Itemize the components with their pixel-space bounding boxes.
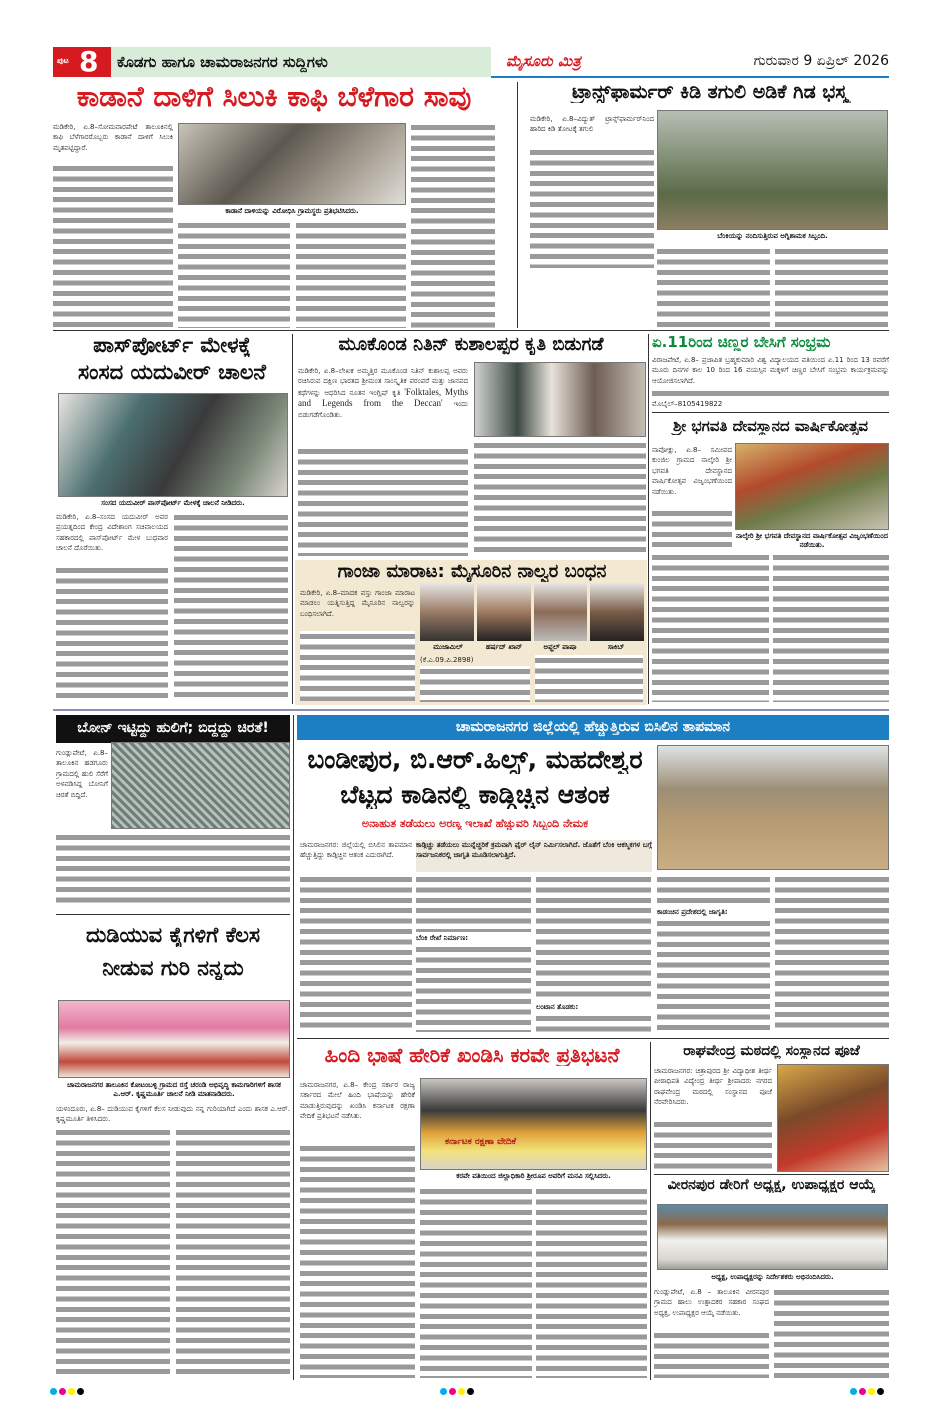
story-forest-body [300,874,412,1032]
photo-temple [735,443,889,530]
story-leopard-lead: ಗುಂಡ್ಲುಪೇಟೆ, ಏ.8– ತಾಲೂಕಿನ ಹಡಗೂರು ಗ್ರಾಮದಲ್ಲಿ ಹುಲಿ ಸೆರೆಗೆ ಅಳವಡಿಸಿದ್ದ ಬೋನಿಗೆ ಚಿರತೆ ಬಿದ್ದಿದೆ. [56,749,108,799]
caption-hindi: ಕರವೇ ವತಿಯಿಂದ ಜಿಲ್ಲಾಧಿಕಾರಿ ಶ್ರೀರೂಪ ಅವರಿಗೆ ಮನವಿ ಸಲ್ಲಿಸಿದರು. [456,1172,611,1180]
story-forest-body-7 [657,918,770,1032]
story-forest-body-6 [657,874,770,906]
headline-jobs-2: ನೀಡುವ ಗುರಿ ನನ್ನದು [102,957,244,980]
photo-elephant-protest [178,123,406,205]
story-ganja-body-3 [535,655,643,702]
headline-summer-camp: ಏ.11ರಿಂದ ಚಿಣ್ಣರ ಬೇಸಿಗೆ ಸಂಭ್ರಮ [652,334,831,351]
photo-passport [58,393,288,497]
story-ganja-lead: ಮಡಿಕೇರಿ, ಏ.8–ಮಾದಕ ವಸ್ತು ಗಾಂಜಾ ಮಾರಾಟ ಮಾಡಲು ಯತ್ನಿಸುತ್ತಿದ್ದ ಮೈಸೂರಿನ ನಾಲ್ವರನ್ನು ಬಂಧಿಸಲಾಗಿದೆ. [300,589,415,618]
caption-veeranapura: ಅಧ್ಯಕ್ಷ, ಉಪಾಧ್ಯಕ್ಷರನ್ನು ನಿರ್ದೇಶಕರು ಅಭಿನಂದಿಸಿದರು. [711,1273,834,1281]
divider [652,412,889,413]
accused-names [420,643,644,652]
story-passport-body-2 [174,512,288,702]
headline-temple: ಶ್ರೀ ಭಗವತಿ ದೇವಸ್ಥಾನದ ವಾರ್ಷಿಕೋತ್ಸವ [672,418,868,435]
headline-passport-2: ಸಂಸದ ಯದುವೀರ್ ಚಾಲನೆ [78,361,266,384]
photo-leopard-cage [111,742,290,829]
page-number-box [53,47,111,77]
row-divider [297,1038,889,1039]
story-elephant-body-2 [178,220,290,328]
row-divider-double [53,709,889,711]
column-divider [650,1042,651,1380]
story-hindi-body-3 [536,1186,647,1378]
accused-name: ಸಾಕಿಬ್ [607,643,625,651]
story-book-body-2 [474,440,646,556]
story-ganja-ref: (ಕೆ.ಎ.09.ಪಿ.2898) [420,656,474,664]
book-title: 'Folktales, Myths and Legends from the Deccan' [298,386,468,409]
headline-transformer: ಟ್ರಾನ್ಸ್‌ಫಾರ್ಮರ್ ಕಿಡಿ ತಗುಲಿ ಅಡಿಕೆ ಗಿಡ ಭಸ್ಮ [572,82,848,103]
caption-jobs: ಚಾಮರಾಜನಗರ ತಾಲೂಕಿನ ಕೋಟಂಬಳ್ಳಿ ಗ್ರಾಮದ ರಸ್ತೆ ಚರಂಡಿ ಅಭಿವೃದ್ಧಿ ಕಾಮಗಾರಿಗಳಿಗೆ ಶಾಸಕ ಎ.ಆರ್. ಕೃಷ್ಣಮೂರ್ತಿ ಚಾಲನೆ ನೀಡಿ ಮಾತನಾಡಿದರು. [67,1081,281,1098]
story-raghavendra-body [654,1119,772,1172]
story-veeranapura-body-2 [774,1287,889,1378]
story-book-tail: ಇಂದು ಬಿಡುಗಡೆಗೊಂಡಿತು. [298,400,468,419]
column-divider [292,334,293,704]
story-summer-phone: ಮೊಬೈಲ್–8105419822 [652,400,723,408]
story-forest-quote: ಕಾಡ್ಗಿಚ್ಚು ತಡೆಯಲು ಮುನ್ನೆಚ್ಚರಿಕೆ ಕ್ರಮವಾಗಿ ಫೈರ್ ಲೈನ್ ನಿರ್ಮಿಸಲಾಗಿದೆ. ಜೊತೆಗೆ ಬೆಂಕಿ ಆಕಸ್ಮಿಕಗಳ ಬಗ್ಗೆ ಸಾರ್ವಜನಿಕರಲ್ಲಿ ಜಾಗೃತಿ ಮೂಡಿಸಲಾಗುತ್ತಿದೆ. [416,840,652,872]
column-divider [517,82,518,328]
story-temple-lead: ನಾಪೋಕ್ಲು, ಏ.8– ಸಮೀಪದ ಕುಂಜಿಲ ಗ್ರಾಮದ ನಾಲ್ಕೇರಿ ಶ್ರೀ ಭಗವತಿ ದೇವಸ್ಥಾನದ ವಾರ್ಷಿಕೋತ್ಸವ ವಿಜೃಂಭಣೆಯಿಂದ ನಡೆಯಿತು. [652,446,732,496]
headline-forest-fire-1: ಬಂಡೀಪುರ, ಬಿ.ಆರ್.ಹಿಲ್ಸ್, ಮಹದೇಶ್ವರ [307,746,643,774]
headline-veeranapura: ವೀರನಪುರ ಡೇರಿಗೆ ಅಧ್ಯಕ್ಷ, ಉಪಾಧ್ಯಕ್ಷರ ಆಯ್ಕೆ [667,1178,876,1193]
section-title-band [111,47,491,77]
headline-passport-1: ಪಾಸ್‌ಪೋರ್ಟ್ ಮೇಳಕ್ಕೆ [93,334,251,357]
story-forest-sub3: ಲಂಟಾನ ತೊಡಕು: [536,1003,579,1011]
photo-karave-protest [420,1078,647,1170]
subheadline-forest-fire: ಅನಾಹುತ ತಡೆಯಲು ಅರಣ್ಯ ಇಲಾಖೆ ಹೆಚ್ಚುವರಿ ಸಿಬ್ಬಂದಿ ನೇಮಕ [361,818,589,830]
page-number: 8 [79,45,99,78]
banner-temperature: ಚಾಮರಾಜನಗರ ಜಿಲ್ಲೆಯಲ್ಲಿ ಹೆಚ್ಚುತ್ತಿರುವ ಬಿಸಿಲಿನ ತಾಪಮಾನ [297,715,889,740]
accused-photo [477,583,531,641]
accused-photo [420,583,474,641]
print-registration-marks [850,1380,886,1399]
caption-temple: ನಾಲ್ಕೇರಿ ಶ್ರೀ ಭಗವತಿ ದೇವಸ್ಥಾನದ ವಾರ್ಷಿಕೋತ್ಸವ ವಿಜೃಂಭಣೆಯಿಂದ ನಡೆಯಿತು. [735,532,889,549]
photo-dry-forest [657,745,889,870]
story-forest-sub1: ಬೆಂಕಿ ರೇಖೆ ನಿರ್ಮಾಣ: [416,934,469,942]
story-passport-body [56,565,168,702]
story-ganja-body [300,631,415,701]
story-transformer-body-2 [657,246,770,328]
story-transformer-lead: ಮಡಿಕೇರಿ, ಏ.8–ವಿದ್ಯುತ್ ಟ್ರಾನ್ಸ್‌ಫಾರ್ಮರ್‌ನಿಂದ ಹಾರಿದ ಕಿಡಿ ತೋಟಕ್ಕೆ ತಗುಲಿ [530,115,654,134]
accused-name: ಅಫ್ಜಲ್ ಪಾಷಾ [543,643,577,651]
story-elephant-body-4 [411,122,495,328]
story-jobs-body [56,1127,170,1377]
headline-raghavendra: ರಾಘವೇಂದ್ರ ಮಠದಲ್ಲಿ ಸಂಸ್ಥಾನದ ಪೂಜೆ [683,1044,860,1059]
story-forest-body-2 [416,874,531,932]
story-raghavendra-lead: ಚಾಮರಾಜನಗರ: ಚಿತ್ರಾಪುರದ ಶ್ರೀ ವಿದ್ಯಾಧೀಶ ತೀರ್ಥ ಪೀಠಾಧಿಪತಿ ವಿದ್ಯೇಂದ್ರ ತೀರ್ಥ ಶ್ರೀಪಾದರು ನಗರದ ರಾಘವೇಂದ್ರ ಮಠದಲ್ಲಿ ಸಂಸ್ಥಾನದ ಪೂಜೆ ನೆರವೇರಿಸಿದರು. [654,1067,772,1107]
story-ganja-body-2 [420,666,530,702]
photo-book-release [474,362,646,437]
story-jobs-body-2 [176,1127,290,1377]
headline-jobs-1: ದುಡಿಯುವ ಕೈಗಳಿಗೆ ಕೆಲಸ [86,924,260,947]
story-temple-body-3 [773,552,889,702]
divider [56,914,290,915]
photo-jobs-event [58,1000,290,1078]
story-forest-sub2: ಕಾಡಂಚಿನ ಪ್ರದೇಶದಲ್ಲಿ ಜಾಗೃತಿ: [657,908,728,916]
story-hindi-body [300,1143,415,1378]
story-elephant-body [53,163,173,328]
caption-fire: ಬೆಂಕಿಯನ್ನು ನಂದಿಸುತ್ತಿರುವ ಅಗ್ನಿಶಾಮಕ ಸಿಬ್ಬಂದಿ. [717,232,828,240]
story-elephant-body-3 [296,220,406,328]
accused-photos [420,583,644,641]
photo-raghavendra-pooja [777,1064,889,1172]
karave-banner-text: ಕರ್ನಾಟಕ ರಕ್ಷಣಾ ವೇದಿಕೆ [445,1137,517,1147]
page-label: ಪುಟ [57,56,69,65]
story-forest-body-4 [536,874,651,1000]
section-title: ಕೊಡಗು ಹಾಗೂ ಚಾಮರಾಜನಗರ ಸುದ್ದಿಗಳು [117,53,328,71]
headline-hindi-protest: ಹಿಂದಿ ಭಾಷೆ ಹೇರಿಕೆ ಖಂಡಿಸಿ ಕರವೇ ಪ್ರತಿಭಟನೆ [324,1044,620,1066]
story-book-lead [298,366,468,444]
story-forest-body-8 [775,874,889,1032]
story-forest-lead: ಚಾಮರಾಜನಗರ: ಜಿಲ್ಲೆಯಲ್ಲಿ ಬಿಸಿಲಿನ ತಾಪಮಾನ ಹೆಚ್ಚುತ್ತಿದ್ದು ಕಾಡ್ಗಿಚ್ಚಿನ ಆತಂಕ ಎದುರಾಗಿದೆ. [300,841,412,860]
story-veeranapura-body [654,1330,769,1378]
masthead-logo: ಮೈಸೂರು ಮಿತ್ರ [506,52,581,70]
story-jobs-lead: ಯಳಂದೂರು, ಏ.8– ದುಡಿಯುವ ಕೈಗಳಿಗೆ ಕೆಲಸ ನೀಡುವುದು ನನ್ನ ಗುರಿಯಾಗಿದೆ ಎಂದು ಶಾಸಕ ಎ.ಆರ್. ಕೃಷ್ಣಮೂರ್ತಿ ತಿಳಿಸಿದರು. [56,1105,290,1124]
story-veeranapura-lead: ಗುಂಡ್ಲುಪೇಟೆ, ಏ.8 – ತಾಲೂಕಿನ ವೀರನಪುರ ಗ್ರಾಮದ ಹಾಲು ಉತ್ಪಾದಕರ ಸಹಕಾರ ಸಂಘದ ಅಧ್ಯಕ್ಷ, ಉಪಾಧ್ಯಕ್ಷರ ಆಯ್ಕೆ ನಡೆಯಿತು. [654,1288,769,1317]
print-registration-marks [50,1380,86,1399]
story-summer-lead: ವಿರಾಜಪೇಟೆ, ಏ.8– ಪ್ರಜಾಪಿತ ಬ್ರಹ್ಮಕುಮಾರಿ ವಿಶ್ವ ವಿದ್ಯಾಲಯದ ವತಿಯಿಂದ ಏ.11 ರಿಂದ 13 ರವರೆಗೆ ಮೂರು ದಿನಗಳ ಕಾಲ 10 ರಿಂದ 16 ವಯಸ್ಸಿನ ಮಕ್ಕಳಿಗೆ ಚಿಣ್ಣರ ಬೇಸಿಗೆ ಸಂಭ್ರಮ ಕಾರ್ಯಕ್ರಮವನ್ನು ಆಯೋಜಿಸಲಾಗಿದೆ. [652,356,889,385]
story-summer-body [652,388,889,398]
story-book-body [298,446,468,556]
header-rule [491,76,889,78]
page-header [53,47,889,77]
story-forest-body-3 [416,944,531,1032]
story-forest-body-5 [536,1013,651,1032]
accused-photo [590,583,644,641]
photo-dairy-officials [657,1204,888,1270]
story-book-lead-text: ಮಡಿಕೇರಿ, ಏ.8–ಲೇಖಕ ಅಮ್ಮತ್ತಿರ ಮೂಕೊಂಡ ನಿತಿನ್ ಕುಶಾಲಪ್ಪ ಅವರು ರಚಿಸಿರುವ ದಕ್ಷಿಣ ಭಾರತದ ಶ್ರೀಮಂತ ಸಾಂಸ್ಕೃತಿಕ ಪರಂಪರೆ ಮತ್ತು ಜಾನಪದ ಕಥೆಗಳನ್ನು ಆಧರಿಸಿದ ನೂತನ ಇಂಗ್ಲಿಷ್ ಕೃತಿ [298,367,468,397]
story-temple-body [652,508,732,548]
story-elephant-lead: ಮಡಿಕೇರಿ, ಏ.8–ಸೋಮವಾರಪೇಟೆ ತಾಲೂಕಿನಲ್ಲಿ ಕಾಫಿ ಬೆಳೆಗಾರರೊಬ್ಬರು ಕಾಡಾನೆ ದಾಳಿಗೆ ಸಿಲುಕಿ ಮೃತಪಟ್ಟಿದ್ದಾರೆ. [53,123,173,152]
story-passport-lead: ಮಡಿಕೇರಿ, ಏ.8–ಸಂಸದ ಯದುವೀರ್ ಅವರ ಪ್ರಯತ್ನದಿಂದ ಕೇಂದ್ರ ವಿದೇಶಾಂಗ ಸಚಿವಾಲಯದ ಸಹಕಾರದಲ್ಲಿ ಪಾಸ್‌ಪೋರ್ಟ್ ಮೇಳ ಬುಧವಾರ ಚಾಲನೆ ದೊರೆಯಿತು. [56,513,168,553]
story-hindi-body-2 [420,1186,532,1378]
story-temple-body-2 [652,552,769,702]
headline-elephant: ಕಾಡಾನೆ ದಾಳಿಗೆ ಸಿಲುಕಿ ಕಾಫಿ ಬೆಳೆಗಾರ ಸಾವು [76,82,472,113]
row-divider [53,330,889,331]
accused-name: ಹರ್ಷದ್ ಖಾನ್ [485,643,523,651]
headline-book-release: ಮೂಕೊಂಡ ನಿತಿನ್ ಕುಶಾಲಪ್ಪರ ಕೃತಿ ಬಿಡುಗಡೆ [338,335,604,355]
story-hindi-lead: ಚಾಮರಾಜನಗರ, ಏ.8– ಕೇಂದ್ರ ಸರ್ಕಾರ ರಾಜ್ಯ ಸರ್ಕಾರದ ಮೇಲೆ ಹಿಂದಿ ಭಾಷೆಯನ್ನು ಹೇರಿಕೆ ಮಾಡುತ್ತಿರುವುದನ್ನು ಖಂಡಿಸಿ ಕರ್ನಾಟಕ ರಕ್ಷಣಾ ವೇದಿಕೆ ಪ್ರತಿಭಟನೆ ನಡೆಸಿತು. [300,1081,415,1121]
issue-date: ಗುರುವಾರ 9 ಏಪ್ರಿಲ್ 2026 [753,53,889,69]
headline-ganja: ಗಾಂಜಾ ಮಾರಾಟ: ಮೈಸೂರಿನ ನಾಲ್ವರ ಬಂಧನ [337,562,607,582]
divider [654,1174,889,1175]
accused-name: ಮುಜಾಮಿಲ್ [433,643,463,651]
headline-leopard: ಬೋನ್ ಇಟ್ಟಿದ್ದು ಹುಲಿಗೆ; ಬಿದ್ದದ್ದು ಚಿರತೆ! [56,715,290,743]
column-divider [648,334,649,704]
caption-passport: ಸಂಸದ ಯದುವೀರ್ ಪಾಸ್‌ಪೋರ್ಟ್ ಮೇಳಕ್ಕೆ ಚಾಲನೆ ನೀಡಿದರು. [101,499,245,507]
caption-elephant: ಕಾಡಾನೆ ದಾಳಿಯನ್ನು ವಿರೋಧಿಸಿ ಗ್ರಾಮಸ್ಥರು ಪ್ರತಿಭಟಿಸಿದರು. [225,207,359,215]
photo-fire [657,110,888,230]
story-transformer-body-3 [775,246,888,328]
headline-forest-fire-2: ಬೆಟ್ಟದ ಕಾಡಿನಲ್ಲಿ ಕಾಡ್ಗಿಚ್ಚಿನ ಆತಂಕ [340,781,610,809]
column-divider [293,715,294,1380]
accused-photo [534,583,588,641]
story-transformer-body [530,147,654,268]
print-registration-marks [440,1380,476,1399]
story-leopard-body [56,832,290,904]
